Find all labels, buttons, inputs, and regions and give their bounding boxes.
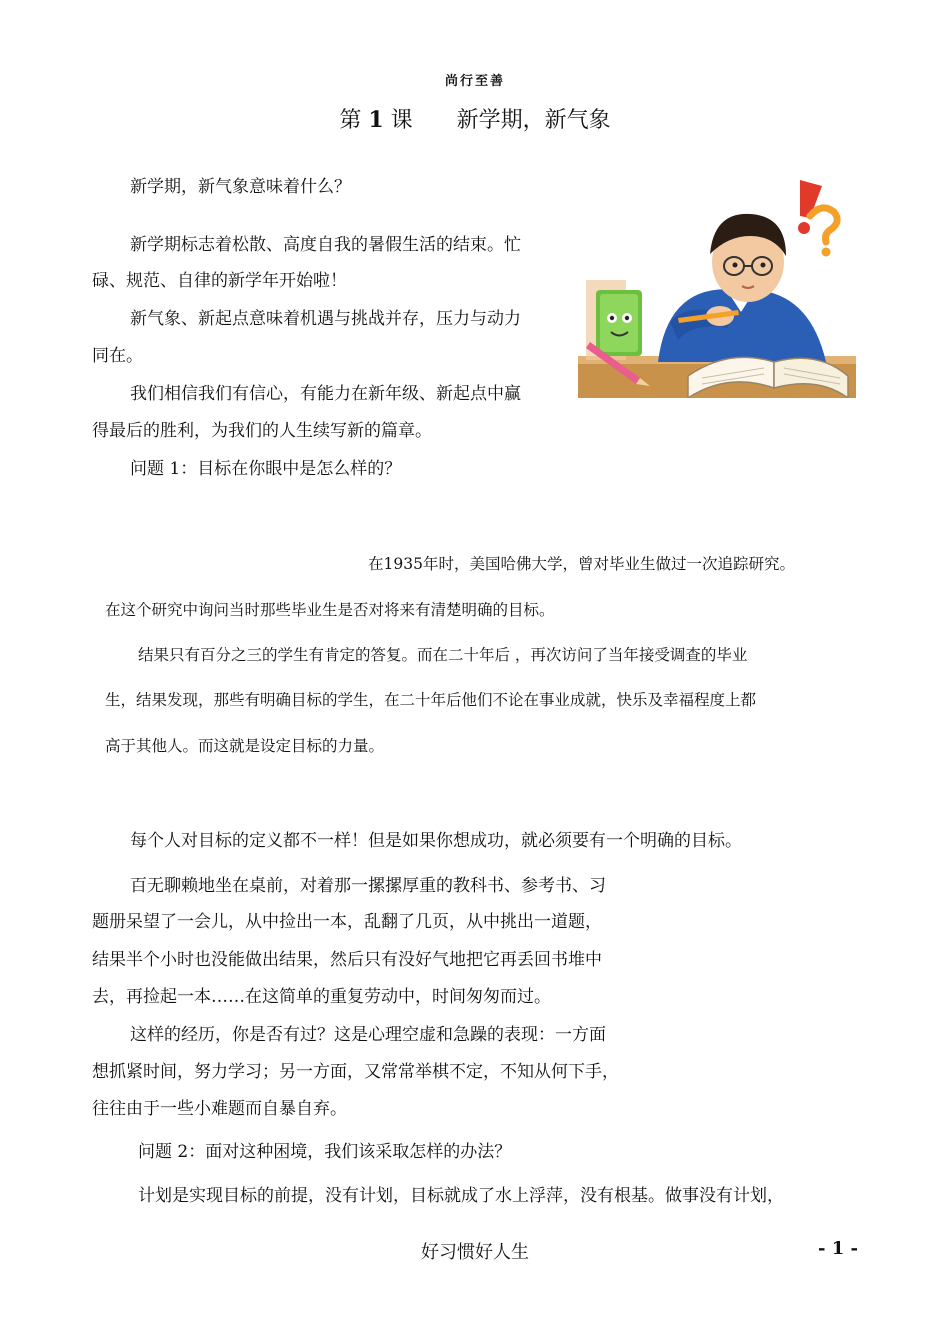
title-number: 1 [368,107,384,133]
body-line-5: 去，再捡起一本……在这简单的重复劳动中，时间匆匆而过。 [92,987,551,1007]
intro-p3-line2: 得最后的胜利，为我们的人生续写新的篇章。 [92,421,432,441]
body-line-4: 结果半个小时也没能做出结果，然后只有没好气地把它再丢回书堆中 [92,950,602,970]
intro-p2-line1: 新气象、新起点意味着机遇与挑战并存，压力与动力 [130,309,521,329]
body-line-1: 每个人对目标的定义都不一样！但是如果你想成功，就必须要有一个明确的目标。 [130,831,742,851]
body-line-7: 想抓紧时间，努力学习；另一方面，又常常举棋不定，不知从何下手， [92,1062,619,1082]
student-thinking-illustration [578,172,856,398]
story-line-4: 生，结果发现，那些有明确目标的学生，在二十年后他们不论在事业成就，快乐及幸福程度上都 [105,691,757,709]
body-line-6: 这样的经历，你是否有过？这是心理空虚和急躁的表现：一方面 [130,1025,606,1045]
title-prefix: 第 [339,108,362,133]
body-line-8: 往往由于一些小难题而自暴自弃。 [92,1099,347,1119]
body-line-9: 计划是实现目标的前提，没有计划，目标就成了水上浮萍，没有根基。做事没有计划， [138,1186,784,1206]
body-line-2: 百无聊赖地坐在桌前，对着那一摞摞厚重的教科书、参考书、习 [130,876,606,896]
story-line-5: 高于其他人。而这就是设定目标的力量。 [105,737,385,755]
question-1: 问题 1：目标在你眼中是怎么样的？ [130,459,402,479]
story-line-2: 在这个研究中询问当时那些毕业生是否对将来有清楚明确的目标。 [105,601,555,619]
footer-motto: 好习惯好人生 [421,1242,529,1263]
green-book-icon [596,290,642,356]
student-head [710,214,786,302]
intro-p1-line1: 新学期标志着松散、高度自我的暑假生活的结束。忙 [130,235,521,255]
lesson-title [0,103,950,134]
intro-p1-line2: 碌、规范、自律的新学年开始啦！ [92,271,347,291]
page-number: - 1 - [818,1238,858,1259]
intro-p2-line2: 同在。 [92,346,143,366]
page-header: 尚行至善 [444,74,505,89]
question-2: 问题 2：面对这种困境，我们该采取怎样的办法？ [138,1142,512,1162]
story-line-1: 在1935年时，美国哈佛大学，曾对毕业生做过一次追踪研究。 [368,555,795,573]
title-suffix: 课 [390,108,413,133]
question-mark-icon [810,208,837,257]
story-line-3: 结果只有百分之三的学生有肯定的答复。而在二十年后 ，再次访问了当年接受调查的毕业 [138,646,748,664]
intro-p3-line1: 我们相信我们有信心，有能力在新年级、新起点中赢 [130,384,521,404]
body-line-3: 题册呆望了一会儿，从中捡出一本，乱翻了几页，从中挑出一道题， [92,912,602,932]
intro-question: 新学期，新气象意味着什么？ [130,177,351,197]
title-subtitle: 新学期，新气象 [456,108,611,133]
